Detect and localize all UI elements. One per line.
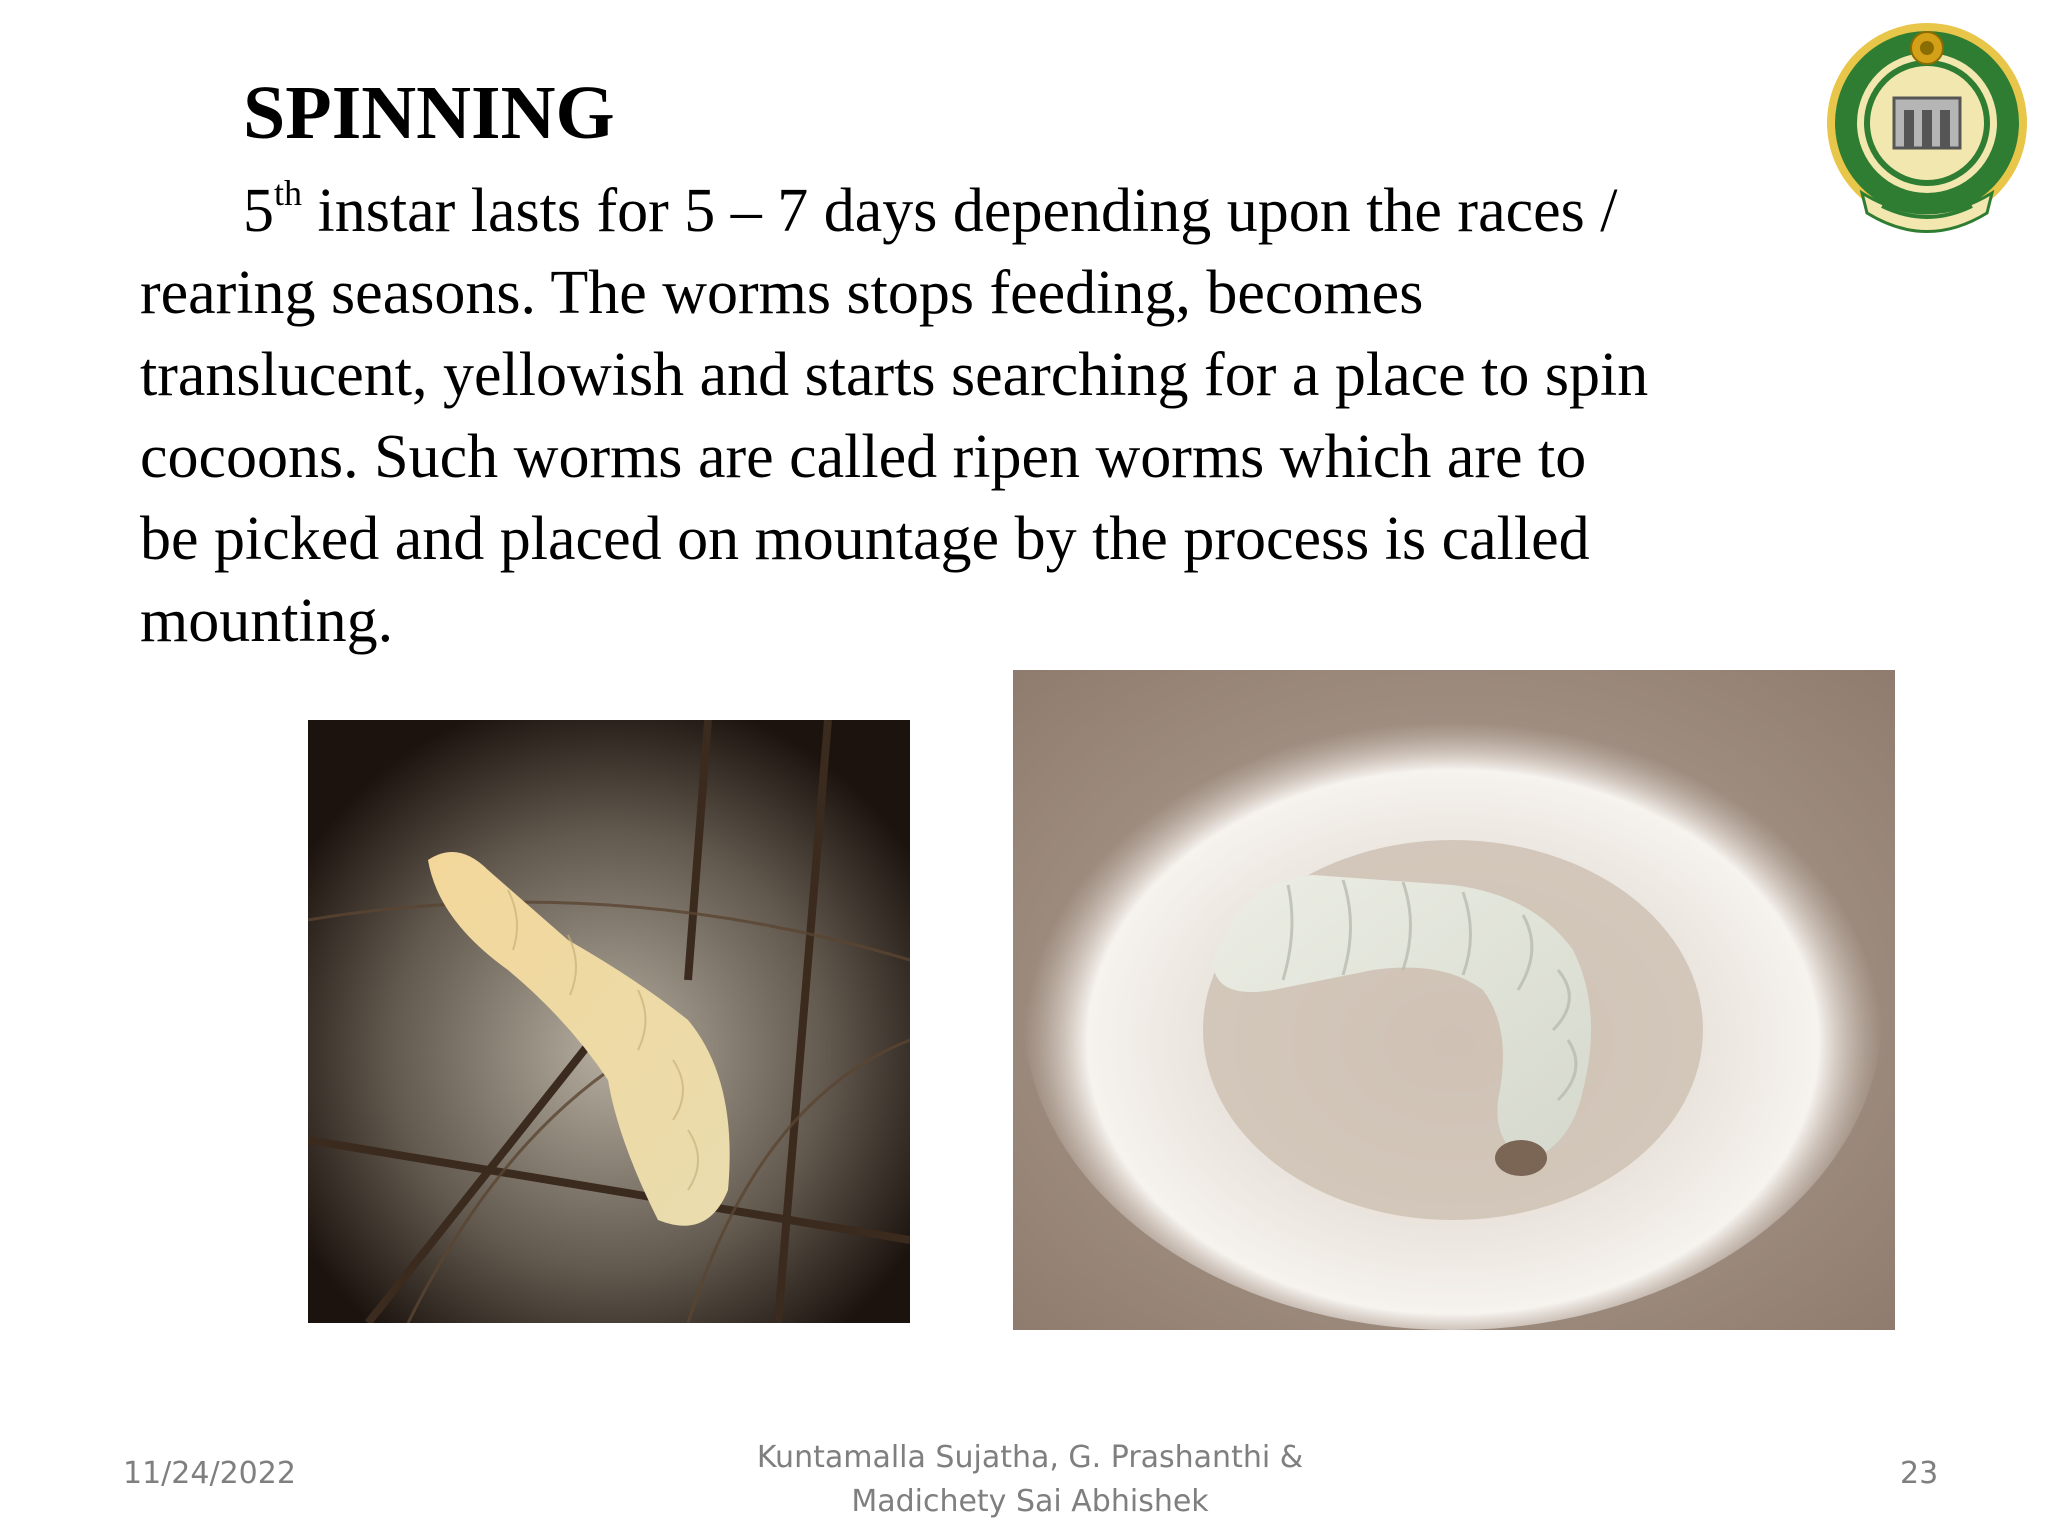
footer-author [680, 1436, 1380, 1524]
footer-author-line-2: Madichety Sai Abhishek [851, 1484, 1209, 1519]
body-line-5: be picked and placed on mountage by the process is called [140, 505, 1590, 573]
silkworm-spinning-photo [308, 720, 910, 1323]
footer-author-line-1: Kuntamalla Sujatha, G. Prashanthi & [756, 1440, 1304, 1475]
body-line-3: translucent, yellowish and starts searching for a place to spin [140, 341, 1649, 409]
slide-body [140, 170, 1820, 662]
body-line-2: rearing seasons. The worms stops feeding, becomes [140, 259, 1424, 327]
body-line-4: cocoons. Such worms are called ripen worms which are to [140, 423, 1587, 491]
body-line-1: 5th instar lasts for 5 – 7 days depending upon the races / [243, 173, 1618, 245]
slide-title: SPINNING [243, 71, 615, 155]
footer-date: 11/24/2022 [123, 1456, 296, 1491]
university-seal-logo [1822, 18, 2032, 240]
silkworm-cocoon-photo [1013, 670, 1895, 1330]
footer-page-number: 23 [1900, 1456, 1939, 1491]
body-line-6: mounting. [140, 587, 394, 655]
